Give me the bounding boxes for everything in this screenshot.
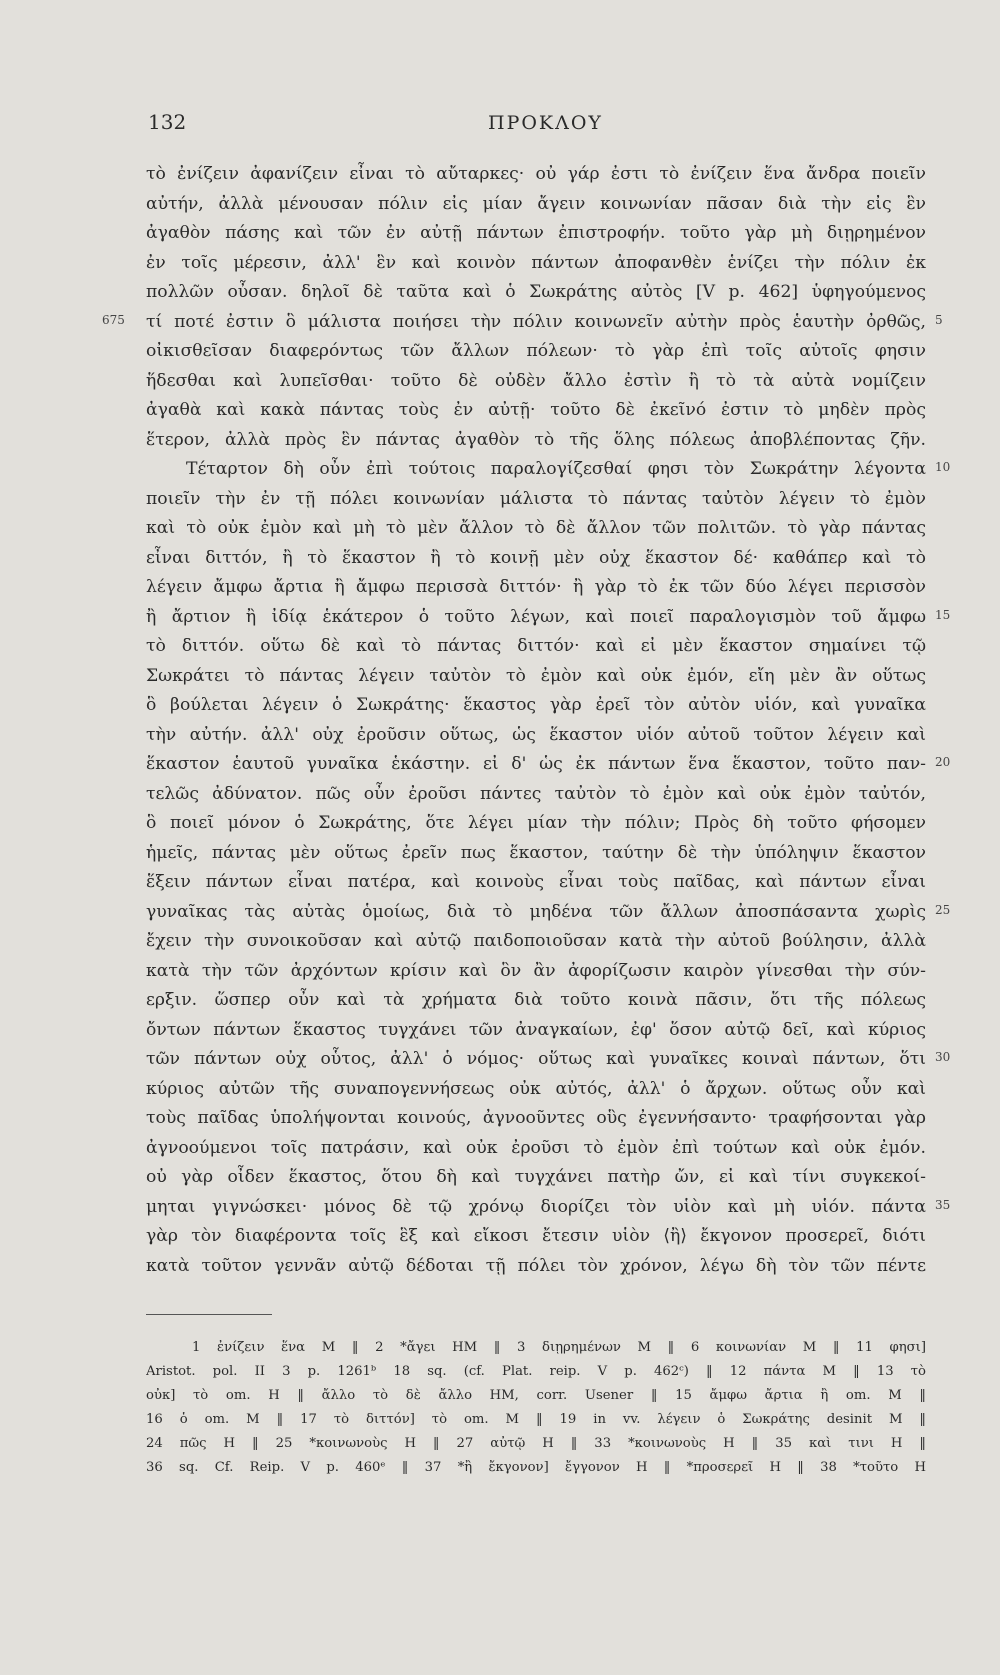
text-line: τελῶς ἀδύνατον. πῶς οὖν ἐροῦσι πάντες ταὐτὸν τὸ ἐμὸν καὶ οὐκ ἐμὸν ταὐτόν,: [146, 783, 926, 804]
line-number: 5: [935, 313, 943, 327]
line-number: 35: [935, 1198, 951, 1212]
footnote-line: οὐκ] τὸ om. H ‖ ἄλλο τὸ δὲ ἄλλο HM, corr. Usener ‖ 15 ἄμφω ἄρτια ἢ om. M ‖: [146, 1388, 926, 1403]
text-line: ἐν τοῖς μέρεσιν, ἀλλ' ἓν καὶ κοινὸν πάντων ἀποφανθὲν ἑνίζει τὴν πόλιν ἐκ: [146, 252, 926, 273]
footnote-line: 36 sq. Cf. Reip. V p. 460ᵉ ‖ 37 *ἢ ἔκγονον] ἔγγονον H ‖ *προσερεῖ H ‖ 38 *τοῦτο H: [146, 1460, 926, 1475]
text-line: Τέταρτον δὴ οὖν ἐπὶ τούτοις παραλογίζεσθαί φησι τὸν Σωκράτην λέγοντα: [186, 459, 926, 479]
text-line: κύριος αὐτῶν τῆς συναπογεννήσεως οὐκ αὐτός, ἀλλ' ὁ ἄρχων. οὕτως οὖν καὶ: [146, 1078, 926, 1099]
footnote-line: 24 πῶς H ‖ 25 *κοινωνοὺς H ‖ 27 αὐτῷ H ‖ 33 *κοινωνοὺς H ‖ 35 καὶ τινι H ‖: [146, 1436, 926, 1451]
line-number: 10: [935, 460, 951, 474]
text-line: ἔχειν τὴν συνοικοῦσαν καὶ αὐτῷ παιδοποιοῦσαν κατὰ τὴν αὐτοῦ βούλησιν, ἀλλὰ: [146, 931, 926, 951]
footnote-line: Aristot. pol. II 3 p. 1261ᵇ 18 sq. (cf. Plat. reip. V p. 462ᶜ) ‖ 12 πάντα M ‖ 13 τὸ: [146, 1364, 926, 1379]
line-number: 20: [935, 755, 951, 769]
text-line: οὐ γὰρ οἶδεν ἕκαστος, ὅτου δὴ καὶ τυγχάνει πατὴρ ὤν, εἰ καὶ τίνι συγκεκοί-: [146, 1167, 926, 1187]
footnote-line: 1 ἐνίζειν ἕνα M ‖ 2 *ἄγει HM ‖ 3 διῃρημένων M ‖ 6 κοινωνίαν M ‖ 11 φησι]: [192, 1340, 926, 1355]
text-line: γυναῖκας τὰς αὐτὰς ὁμοίως, διὰ τὸ μηδένα τῶν ἄλλων ἀποσπάσαντα χωρὶς: [146, 901, 926, 922]
text-line: οἰκισθεῖσαν διαφερόντως τῶν ἄλλων πόλεων· τὸ γὰρ ἐπὶ τοῖς αὐτοῖς φησιν: [146, 341, 926, 361]
text-line: γὰρ τὸν διαφέροντα τοῖς ἓξ καὶ εἴκοσι ἔτεσιν υἱὸν ⟨ἢ⟩ ἔκγονον προσερεῖ, διότι: [146, 1226, 926, 1246]
running-title: ΠΡΟΚΛΟΥ: [488, 112, 603, 134]
line-number: 15: [935, 608, 951, 622]
text-line: ἕκαστον ἑαυτοῦ γυναῖκα ἑκάστην. εἰ δ' ὡς ἐκ πάντων ἕνα ἕκαστον, τοῦτο παν-: [146, 754, 926, 774]
text-line: ὃ βούλεται λέγειν ὁ Σωκράτης· ἕκαστος γὰρ ἐρεῖ τὸν αὐτὸν υἱόν, καὶ γυναῖκα: [146, 695, 926, 715]
text-line: τί ποτέ ἐστιν ὃ μάλιστα ποιήσει τὴν πόλιν κοινωνεῖν αὐτὴν πρὸς ἑαυτὴν ὀρθῶς,: [146, 311, 926, 332]
text-line: ἀγαθὸν πάσης καὶ τῶν ἐν αὐτῇ πάντων ἐπιστροφήν. τοῦτο γὰρ μὴ διῃρημένον: [146, 223, 926, 243]
text-line: ἕξειν πάντων εἶναι πατέρα, καὶ κοινοὺς εἶναι τοὺς παῖδας, καὶ πάντων εἶναι: [146, 872, 926, 892]
margin-reference: 675: [102, 313, 125, 327]
text-line: πολλῶν οὖσαν. δηλοῖ δὲ ταῦτα καὶ ὁ Σωκράτης αὐτὸς [V p. 462] ὑφηγούμενος: [146, 282, 926, 302]
text-line: κατὰ τὴν τῶν ἀρχόντων κρίσιν καὶ ὃν ἂν ἀφορίζωσιν καιρὸν γίνεσθαι τὴν σύν-: [146, 960, 926, 981]
text-line: ἢ ἄρτιον ἢ ἰδίᾳ ἑκάτερον ὁ τοῦτο λέγων, καὶ ποιεῖ παραλογισμὸν τοῦ ἄμφω: [146, 606, 926, 627]
text-line: ἡμεῖς, πάντας μὲν οὕτως ἐρεῖν πως ἕκαστον, ταύτην δὲ τὴν ὑπόληψιν ἕκαστον: [146, 842, 926, 863]
text-line: κατὰ τοῦτον γεννᾶν αὐτῷ δέδοται τῇ πόλει τὸν χρόνον, λέγω δὴ τὸν τῶν πέντε: [146, 1255, 926, 1276]
text-line: ποιεῖν τὴν ἐν τῇ πόλει κοινωνίαν μάλιστα τὸ πάντας ταὐτὸν λέγειν τὸ ἐμὸν: [146, 488, 926, 509]
text-line: λέγειν ἄμφω ἄρτια ἢ ἄμφω περισσὰ διττόν· ἢ γὰρ τὸ ἐκ τῶν δύο λέγει περισσὸν: [146, 577, 926, 597]
text-line: ἥδεσθαι καὶ λυπεῖσθαι· τοῦτο δὲ οὐδὲν ἄλλο ἐστὶν ἢ τὸ τὰ αὐτὰ νομίζειν: [146, 370, 926, 391]
text-line: ἀγαθὰ καὶ κακὰ πάντας τοὺς ἐν αὐτῇ· τοῦτο δὲ ἐκεῖνό ἐστιν τὸ μηδὲν πρὸς: [146, 400, 926, 420]
page-number: 132: [148, 110, 187, 134]
text-line: τῶν πάντων οὐχ οὗτος, ἀλλ' ὁ νόμος· οὕτως καὶ γυναῖκες κοιναὶ πάντων, ὅτι: [146, 1049, 926, 1069]
main-text: [146, 160, 926, 1281]
text-line: τὴν αὐτήν. ἀλλ' οὐχ ἐροῦσιν οὕτως, ὡς ἕκαστον υἱόν αὐτοῦ τοῦτον λέγειν καὶ: [146, 724, 926, 745]
line-number: 30: [935, 1050, 951, 1064]
line-number: 25: [935, 903, 951, 917]
footnote-line: 16 ὁ om. M ‖ 17 τὸ διττόν] τὸ om. M ‖ 19 in vv. λέγειν ὁ Σωκράτης desinit M ‖: [146, 1412, 926, 1427]
text-line: εἶναι διττόν, ἢ τὸ ἕκαστον ἢ τὸ κοινῇ μὲν οὐχ ἕκαστον δέ· καθάπερ καὶ τὸ: [146, 547, 926, 568]
text-line: ερξιν. ὥσπερ οὖν καὶ τὰ χρήματα διὰ τοῦτο κοινὰ πᾶσιν, ὅτι τῆς πόλεως: [146, 990, 926, 1010]
critical-apparatus: [146, 1336, 926, 1480]
text-line: καὶ τὸ οὐκ ἐμὸν καὶ μὴ τὸ μὲν ἄλλον τὸ δὲ ἄλλον τῶν πολιτῶν. τὸ γὰρ πάντας: [146, 518, 926, 538]
text-line: τὸ διττόν. οὕτω δὲ καὶ τὸ πάντας διττόν· καὶ εἰ μὲν ἕκαστον σημαίνει τῷ: [146, 636, 926, 656]
text-line: αὐτήν, ἀλλὰ μένουσαν πόλιν εἰς μίαν ἄγειν κοινωνίαν πᾶσαν διὰ τὴν εἰς ἓν: [146, 193, 926, 214]
footnote-divider: [146, 1314, 272, 1315]
text-line: τὸ ἐνίζειν ἀφανίζειν εἶναι τὸ αὔταρκες· οὐ γάρ ἐστι τὸ ἐνίζειν ἕνα ἄνδρα ποιεῖν: [146, 164, 926, 184]
text-line: ἕτερον, ἀλλὰ πρὸς ἓν πάντας ἀγαθὸν τὸ τῆς ὅλης πόλεως ἀποβλέποντας ζῆν.: [146, 429, 926, 450]
text-line: ὄντων πάντων ἕκαστος τυγχάνει τῶν ἀναγκαίων, ἐφ' ὅσον αὐτῷ δεῖ, καὶ κύριος: [146, 1019, 926, 1040]
text-line: ὃ ποιεῖ μόνον ὁ Σωκράτης, ὅτε λέγει μίαν τὴν πόλιν; Πρὸς δὴ τοῦτο φήσομεν: [146, 813, 926, 833]
text-line: Σωκράτει τὸ πάντας λέγειν ταὐτὸν τὸ ἐμὸν καὶ οὐκ ἐμόν, εἴη μὲν ἂν οὕτως: [146, 665, 926, 686]
text-line: μηται γιγνώσκει· μόνος δὲ τῷ χρόνῳ διορίζει τὸν υἱὸν καὶ μὴ υἱόν. πάντα: [146, 1196, 926, 1217]
text-line: τοὺς παῖδας ὑπολήψονται κοινούς, ἀγνοοῦντες οὓς ἐγεννήσαντο· τραφήσονται γὰρ: [146, 1108, 926, 1128]
text-line: ἀγνοούμενοι τοῖς πατράσιν, καὶ οὐκ ἐροῦσι τὸ ἐμὸν ἐπὶ τούτων καὶ οὐκ ἐμόν.: [146, 1137, 926, 1158]
